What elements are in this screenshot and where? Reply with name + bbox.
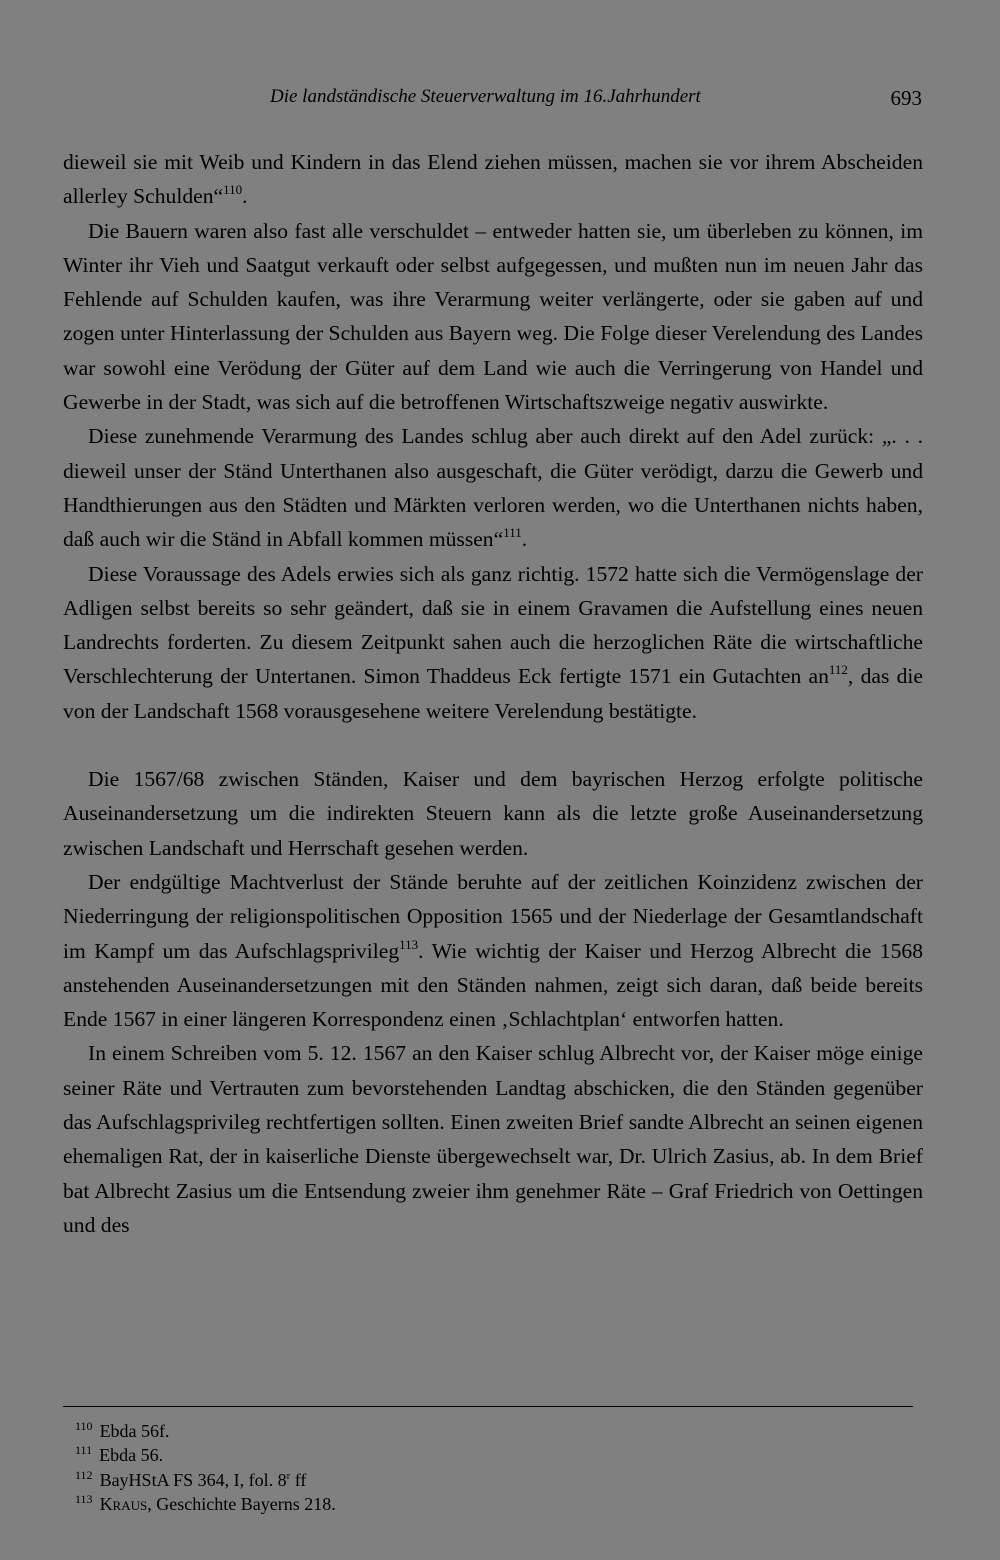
paragraph-text: Der endgültige Machtverlust der Stände beruhte auf der zeitlichen Koinzidenz zwischen der Niederringung der religionspolitischen Opposition 1565 und der Niederlage der Gesamtlandschaft im Kampf um das Aufschlagsprivileg — [63, 869, 923, 963]
footnote-reference[interactable]: 113 — [399, 936, 419, 952]
footnote-number: 110 — [75, 1419, 93, 1433]
footnote-number: 113 — [75, 1491, 93, 1506]
running-title: Die landständische Steuerverwaltung im 16.Jahrhundert — [270, 86, 701, 107]
paragraph-text: Die Bauern waren also fast alle verschuldet – entweder hatten sie, um überleben zu können, im Winter ihr Vieh und Saatgut verkauft oder selbst aufgegessen, und mußten nun im neuen Jahr das Fehlende auf Schulden kaufen, was ihre Verarmung weiter verlängerte, oder sie gaben auf und zogen unter Hinterlassung der Schulden aus Bayern weg. Die Folge dieser Verelendung des Landes war sowohl eine Verödung der Güter auf dem Land wie auch die Verringerung von Handel und Gewerbe in der Stadt, was sich auf die betroffenen Wirtschaftszweige negativ auswirkte. — [63, 218, 923, 415]
running-head — [0, 86, 1000, 116]
body-paragraph — [63, 762, 923, 865]
paragraph-text: Diese Voraussage des Adels erwies sich als ganz richtig. 1572 hatte sich die Vermögenslage der Adligen selbst bereits so sehr geändert, daß sie in einem Gravamen die Aufstellung eines neuen Landrechts forderten. Zu diesem Zeitpunkt sahen auch die herzoglichen Räte die wirtschaftliche Verschlechterung der Untertanen. Simon Thaddeus Eck fertigte 1571 ein Gutachten an — [63, 561, 923, 689]
paragraph-text: . — [521, 527, 528, 552]
body-paragraph — [63, 557, 923, 728]
footnote-author: Kraus — [99, 1493, 148, 1514]
paragraph-text: dieweil sie mit Weib und Kindern in das Elend ziehen müssen, machen sie vor ihrem Abscheiden allerley Schulden“ — [63, 150, 923, 209]
body-paragraph — [63, 1036, 923, 1242]
footnote — [75, 1443, 915, 1467]
footnote-text: Ebda 56. — [99, 1445, 164, 1466]
page-number: 693 — [890, 86, 922, 110]
paragraph-text: . — [242, 184, 248, 209]
footnotes — [75, 1419, 915, 1516]
body-paragraph — [63, 145, 923, 214]
paragraph-text: . Wie wichtig der Kaiser und Herzog Albrecht die 1568 anstehenden Auseinandersetzungen mit den Ständen nahmen, zeigt sich daran, daß beide bereits Ende 1567 in einer längeren Korrespondenz einen ‚Schlachtplan‘ entworfen hatten. — [63, 938, 923, 1032]
body-text — [63, 145, 923, 1242]
footnote-text: Ebda 56f. — [99, 1421, 170, 1441]
section-break — [63, 728, 923, 762]
body-paragraph — [63, 419, 923, 556]
footnote — [75, 1492, 915, 1516]
footnote-superscript: r — [286, 1469, 291, 1482]
footnote-text-after: ff — [290, 1469, 307, 1490]
paragraph-text: , das die von der Landschaft 1568 vorausgesehene weitere Verelendung bestätigte. — [63, 664, 923, 723]
footnote-number: 111 — [75, 1443, 93, 1458]
footnote-divider — [63, 1406, 913, 1407]
footnote — [75, 1468, 915, 1492]
body-paragraph — [63, 214, 923, 420]
footnote-reference[interactable]: 110 — [223, 182, 243, 198]
body-paragraph — [63, 865, 923, 1036]
footnote-text: , Geschichte Bayerns 218. — [147, 1493, 336, 1514]
footnote-number: 112 — [75, 1467, 93, 1482]
paragraph-text: Diese zunehmende Verarmung des Landes schlug aber auch direkt auf den Adel zurück: „. . . dieweil unser der Ständ Unterthanen also ausgeschaft, die Güter verödigt, darzu die Gewerb und Handthierungen aus den Städten und Märkten verloren werden, wo die Unterthanen nichts haben, daß auch wir die Ständ in Abfall kommen müssen“ — [63, 424, 923, 552]
footnote — [75, 1419, 915, 1443]
footnote-reference[interactable]: 111 — [503, 525, 522, 541]
paragraph-text: In einem Schreiben vom 5. 12. 1567 an den Kaiser schlug Albrecht vor, der Kaiser möge einige seiner Räte und Vertrauten zum bevorstehenden Landtag abschicken, die den Ständen gegenüber das Aufschlagsprivileg rechtfertigen sollten. Einen zweiten Brief sandte Albrecht an seinen eigenen ehemaligen Rat, der in kaiserliche Dienste übergewechselt war, Dr. Ulrich Zasius, ab. In dem Brief bat Albrecht Zasius um die Entsendung zweier ihm genehmer Räte – Graf Friedrich von Oettingen und des — [63, 1041, 923, 1237]
paragraph-text: Die 1567/68 zwischen Ständen, Kaiser und dem bayrischen Herzog erfolgte politische Auseinandersetzung um die indirekten Steuern kann als die letzte große Auseinandersetzung zwischen Landschaft und Herrschaft gesehen werden. — [63, 767, 923, 860]
footnote-text: BayHStA FS 364, I, fol. 8 — [99, 1469, 287, 1490]
footnote-reference[interactable]: 112 — [828, 662, 848, 678]
